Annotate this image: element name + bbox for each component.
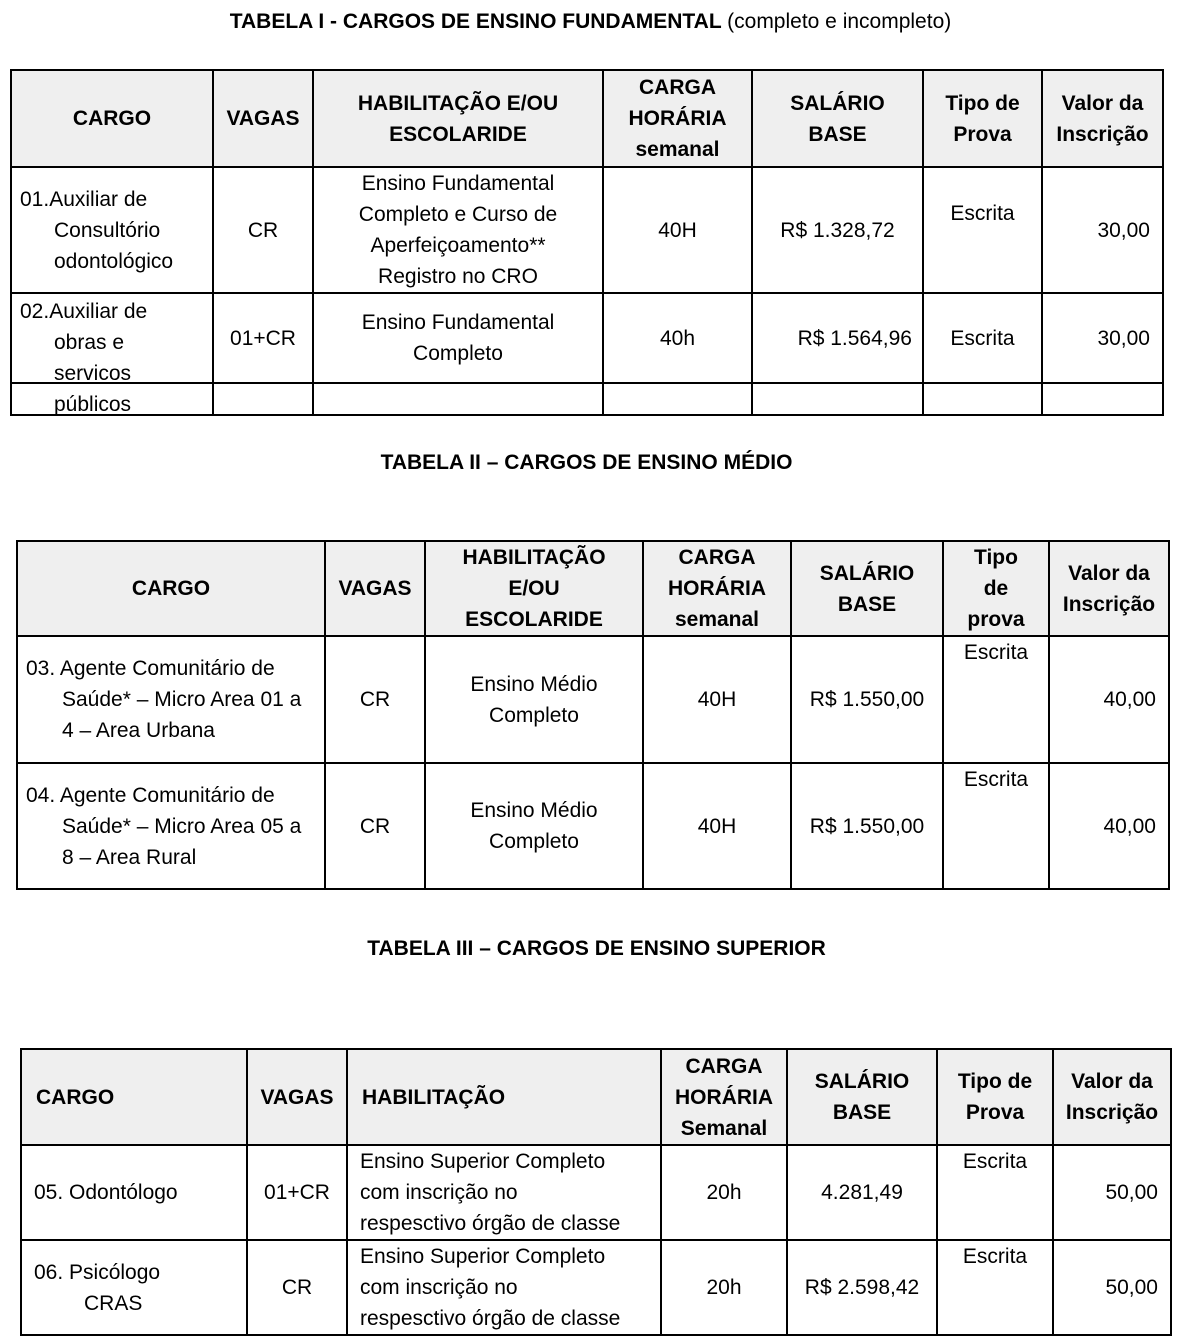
table1-row1-vagas: CR bbox=[213, 167, 313, 293]
table1-row1-valor: 30,00 bbox=[1042, 167, 1163, 293]
table3-row2-habilitacao: Ensino Superior Completo com inscrição no respesctivo órgão de classe bbox=[347, 1240, 661, 1335]
table3-header-vagas: VAGAS bbox=[247, 1049, 347, 1145]
table2-row1-salario: R$ 1.550,00 bbox=[791, 636, 943, 763]
table1-header-row bbox=[11, 70, 1163, 167]
table1-title bbox=[0, 10, 1181, 34]
table1-header-carga: CARGA HORÁRIA semanal bbox=[603, 70, 752, 167]
table1-row2-vagas: 01+CR bbox=[213, 293, 313, 383]
table3-row2-salario: R$ 2.598,42 bbox=[787, 1240, 937, 1335]
table2-row1-valor: 40,00 bbox=[1049, 636, 1169, 763]
table2-row1-habilitacao: Ensino Médio Completo bbox=[425, 636, 643, 763]
table2-header-vagas: VAGAS bbox=[325, 541, 425, 636]
table-row bbox=[17, 763, 1169, 889]
table2-row1-vagas: CR bbox=[325, 636, 425, 763]
table3-header-carga: CARGA HORÁRIA Semanal bbox=[661, 1049, 787, 1145]
table2-row2-cargo: 04. Agente Comunitário de Saúde* – Micro Area 05 a 8 – Area Rural bbox=[26, 783, 302, 869]
table1-row1-carga: 40H bbox=[603, 167, 752, 293]
table2-header-tipo: Tipo de prova bbox=[943, 541, 1049, 636]
table1-row2-cargo: 02.Auxiliar de obras e servicos públicos bbox=[20, 300, 148, 416]
table3-row1-habilitacao: Ensino Superior Completo com inscrição no respesctivo órgão de classe bbox=[347, 1145, 661, 1240]
table1-row2-habilitacao: Ensino Fundamental Completo bbox=[313, 293, 603, 383]
table1-row1-cargo: 01.Auxiliar de Consultório odontológico bbox=[20, 187, 174, 273]
table3-header-habilitacao: HABILITAÇÃO bbox=[347, 1049, 661, 1145]
table2-header-valor: Valor da Inscrição bbox=[1049, 541, 1169, 636]
table-row bbox=[11, 293, 1163, 383]
table3-title: TABELA III – CARGOS DE ENSINO SUPERIOR bbox=[367, 937, 826, 960]
table2 bbox=[16, 540, 1170, 890]
table3-row1-salario: 4.281,49 bbox=[787, 1145, 937, 1240]
table3-row2-tipo: Escrita bbox=[937, 1240, 1053, 1335]
table1-header-cargo: CARGO bbox=[11, 70, 213, 167]
table2-header-carga: CARGA HORÁRIA semanal bbox=[643, 541, 791, 636]
table3-row1-cargo: 05. Odontólogo bbox=[21, 1145, 247, 1240]
table1-row1-tipo: Escrita bbox=[923, 167, 1042, 293]
table2-row1-carga: 40H bbox=[643, 636, 791, 763]
table3-row2-cargo: 06. Psicólogo CRAS bbox=[34, 1260, 161, 1315]
table2-row2-salario: R$ 1.550,00 bbox=[791, 763, 943, 889]
table2-row2-tipo: Escrita bbox=[943, 763, 1049, 889]
table1-row1-habilitacao: Ensino Fundamental Completo e Curso de Aperfeiçoamento** Registro no CRO bbox=[313, 167, 603, 293]
table2-title: TABELA II – CARGOS DE ENSINO MÉDIO bbox=[380, 451, 793, 474]
table2-row2-vagas: CR bbox=[325, 763, 425, 889]
table2-header-cargo: CARGO bbox=[17, 541, 325, 636]
table1-row2-tipo: Escrita bbox=[923, 293, 1042, 383]
table2-row1-cargo: 03. Agente Comunitário de Saúde* – Micro Area 01 a 4 – Area Urbana bbox=[26, 657, 302, 742]
table-row bbox=[21, 1240, 1171, 1335]
table3-header-salario: SALÁRIO BASE bbox=[787, 1049, 937, 1145]
table-row bbox=[21, 1145, 1171, 1240]
table2-row1-tipo: Escrita bbox=[943, 636, 1049, 763]
table2-header-row bbox=[17, 541, 1169, 636]
table1-title-bold: TABELA I - CARGOS DE ENSINO FUNDAMENTAL bbox=[229, 10, 722, 33]
table1-title-normal: (completo e incompleto) bbox=[727, 10, 952, 33]
table2-row2-habilitacao: Ensino Médio Completo bbox=[425, 763, 643, 889]
table1-empty-row bbox=[11, 383, 1163, 415]
table3-header-tipo: Tipo de Prova bbox=[937, 1049, 1053, 1145]
table1-row2-valor: 30,00 bbox=[1042, 293, 1163, 383]
table1-row1-salario: R$ 1.328,72 bbox=[752, 167, 923, 293]
table3-row1-tipo: Escrita bbox=[937, 1145, 1053, 1240]
table3-row1-carga: 20h bbox=[661, 1145, 787, 1240]
table3-header-cargo: CARGO bbox=[21, 1049, 247, 1145]
table-row bbox=[11, 167, 1163, 293]
table1 bbox=[10, 69, 1164, 416]
table3-row2-vagas: CR bbox=[247, 1240, 347, 1335]
table3-row2-carga: 20h bbox=[661, 1240, 787, 1335]
table1-row2-salario: R$ 1.564,96 bbox=[752, 293, 923, 383]
table3-row2-valor: 50,00 bbox=[1053, 1240, 1171, 1335]
table3-header-row bbox=[21, 1049, 1171, 1145]
table3-row1-valor: 50,00 bbox=[1053, 1145, 1171, 1240]
table2-row2-valor: 40,00 bbox=[1049, 763, 1169, 889]
table1-header-tipo: Tipo de Prova bbox=[923, 70, 1042, 167]
table3-header-valor: Valor da Inscrição bbox=[1053, 1049, 1171, 1145]
table1-header-habilitacao: HABILITAÇÃO E/OU ESCOLARIDE bbox=[313, 70, 603, 167]
table1-header-salario: SALÁRIO BASE bbox=[752, 70, 923, 167]
table-row bbox=[17, 636, 1169, 763]
table1-header-vagas: VAGAS bbox=[213, 70, 313, 167]
table2-row2-carga: 40H bbox=[643, 763, 791, 889]
table3 bbox=[20, 1048, 1172, 1336]
table2-header-habilitacao: HABILITAÇÃO E/OU ESCOLARIDE bbox=[425, 541, 643, 636]
table2-header-salario: SALÁRIO BASE bbox=[791, 541, 943, 636]
table1-header-valor: Valor da Inscrição bbox=[1042, 70, 1163, 167]
table3-row1-vagas: 01+CR bbox=[247, 1145, 347, 1240]
table1-row2-carga: 40h bbox=[603, 293, 752, 383]
